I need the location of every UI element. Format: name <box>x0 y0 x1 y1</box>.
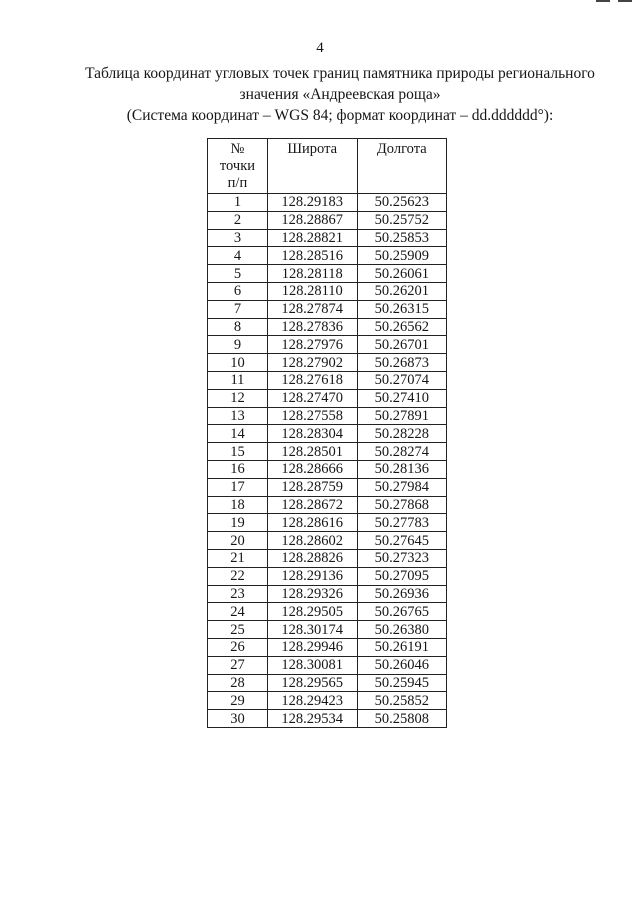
point-number-cell: 11 <box>208 371 268 389</box>
latitude-cell: 128.28110 <box>267 282 357 300</box>
point-number-cell: 25 <box>208 621 268 639</box>
table-row <box>208 389 447 407</box>
scan-mark <box>596 0 610 2</box>
longitude-cell: 50.25909 <box>357 247 446 265</box>
longitude-cell: 50.27323 <box>357 549 446 567</box>
point-number-cell: 10 <box>208 354 268 372</box>
longitude-cell: 50.25852 <box>357 692 446 710</box>
table-row <box>208 549 447 567</box>
latitude-cell: 128.27874 <box>267 300 357 318</box>
table-row <box>208 674 447 692</box>
latitude-cell: 128.29534 <box>267 710 357 728</box>
point-number-cell: 27 <box>208 656 268 674</box>
title-line: Таблица координат угловых точек границ памятника природы регионального <box>85 65 595 82</box>
table-row <box>208 692 447 710</box>
longitude-cell: 50.25853 <box>357 229 446 247</box>
table-row <box>208 460 447 478</box>
longitude-cell: 50.26315 <box>357 300 446 318</box>
longitude-cell: 50.26061 <box>357 265 446 283</box>
table-row <box>208 354 447 372</box>
longitude-cell: 50.28228 <box>357 425 446 443</box>
point-number-cell: 12 <box>208 389 268 407</box>
table-row <box>208 229 447 247</box>
longitude-cell: 50.28136 <box>357 460 446 478</box>
document-title <box>40 63 640 126</box>
longitude-cell: 50.27984 <box>357 478 446 496</box>
header-point-word: точки <box>219 158 255 174</box>
table-row <box>208 532 447 550</box>
point-number-cell: 23 <box>208 585 268 603</box>
header-number-sign: № <box>230 141 245 157</box>
longitude-cell: 50.27074 <box>357 371 446 389</box>
table-row <box>208 336 447 354</box>
longitude-cell: 50.26380 <box>357 621 446 639</box>
point-number-cell: 28 <box>208 674 268 692</box>
latitude-cell: 128.28821 <box>267 229 357 247</box>
longitude-cell: 50.27891 <box>357 407 446 425</box>
longitude-cell: 50.26936 <box>357 585 446 603</box>
latitude-cell: 128.28867 <box>267 211 357 229</box>
table-row <box>208 443 447 461</box>
latitude-cell: 128.27902 <box>267 354 357 372</box>
latitude-cell: 128.29136 <box>267 567 357 585</box>
table-row <box>208 567 447 585</box>
longitude-cell: 50.27645 <box>357 532 446 550</box>
longitude-cell: 50.25945 <box>357 674 446 692</box>
point-number-cell: 26 <box>208 638 268 656</box>
longitude-cell: 50.25808 <box>357 710 446 728</box>
latitude-cell: 128.29565 <box>267 674 357 692</box>
table-row <box>208 282 447 300</box>
longitude-cell: 50.26562 <box>357 318 446 336</box>
point-number-cell: 7 <box>208 300 268 318</box>
table-row <box>208 656 447 674</box>
latitude-cell: 128.27836 <box>267 318 357 336</box>
table-row <box>208 585 447 603</box>
scan-mark <box>618 0 632 2</box>
header-latitude: Широта <box>267 139 357 194</box>
latitude-cell: 128.28501 <box>267 443 357 461</box>
point-number-cell: 18 <box>208 496 268 514</box>
longitude-cell: 50.26765 <box>357 603 446 621</box>
table-row <box>208 621 447 639</box>
longitude-cell: 50.28274 <box>357 443 446 461</box>
latitude-cell: 128.28616 <box>267 514 357 532</box>
latitude-cell: 128.30081 <box>267 656 357 674</box>
latitude-cell: 128.28602 <box>267 532 357 550</box>
point-number-cell: 16 <box>208 460 268 478</box>
latitude-cell: 128.28666 <box>267 460 357 478</box>
point-number-cell: 14 <box>208 425 268 443</box>
point-number-cell: 4 <box>208 247 268 265</box>
table-row <box>208 638 447 656</box>
header-longitude: Долгота <box>357 139 446 194</box>
table-row <box>208 194 447 212</box>
latitude-cell: 128.28516 <box>267 247 357 265</box>
latitude-cell: 128.27470 <box>267 389 357 407</box>
point-number-cell: 17 <box>208 478 268 496</box>
latitude-cell: 128.29183 <box>267 194 357 212</box>
table-row <box>208 318 447 336</box>
longitude-cell: 50.27868 <box>357 496 446 514</box>
latitude-cell: 128.29423 <box>267 692 357 710</box>
point-number-cell: 5 <box>208 265 268 283</box>
point-number-cell: 22 <box>208 567 268 585</box>
point-number-cell: 21 <box>208 549 268 567</box>
table-row <box>208 496 447 514</box>
point-number-cell: 9 <box>208 336 268 354</box>
point-number-cell: 20 <box>208 532 268 550</box>
latitude-cell: 128.28826 <box>267 549 357 567</box>
longitude-cell: 50.26701 <box>357 336 446 354</box>
latitude-cell: 128.29326 <box>267 585 357 603</box>
longitude-cell: 50.27095 <box>357 567 446 585</box>
table-row <box>208 300 447 318</box>
latitude-cell: 128.29946 <box>267 638 357 656</box>
table-row <box>208 371 447 389</box>
point-number-cell: 3 <box>208 229 268 247</box>
latitude-cell: 128.27976 <box>267 336 357 354</box>
latitude-cell: 128.28672 <box>267 496 357 514</box>
longitude-cell: 50.26873 <box>357 354 446 372</box>
point-number-cell: 1 <box>208 194 268 212</box>
longitude-cell: 50.26191 <box>357 638 446 656</box>
latitude-cell: 128.28118 <box>267 265 357 283</box>
point-number-cell: 2 <box>208 211 268 229</box>
point-number-cell: 13 <box>208 407 268 425</box>
title-line: значения «Андреевская роща» <box>239 86 441 103</box>
point-number-cell: 30 <box>208 710 268 728</box>
table-row <box>208 710 447 728</box>
point-number-cell: 6 <box>208 282 268 300</box>
longitude-cell: 50.27783 <box>357 514 446 532</box>
latitude-cell: 128.29505 <box>267 603 357 621</box>
title-line: (Система координат – WGS 84; формат координат – dd.dddddd°): <box>126 107 554 124</box>
latitude-cell: 128.28304 <box>267 425 357 443</box>
table-row <box>208 425 447 443</box>
longitude-cell: 50.26046 <box>357 656 446 674</box>
page-number: 4 <box>316 40 324 56</box>
coordinates-table <box>207 138 447 728</box>
table-row <box>208 478 447 496</box>
point-number-cell: 24 <box>208 603 268 621</box>
point-number-cell: 15 <box>208 443 268 461</box>
point-number-cell: 8 <box>208 318 268 336</box>
table-row <box>208 514 447 532</box>
table-row <box>208 407 447 425</box>
longitude-cell: 50.27410 <box>357 389 446 407</box>
longitude-cell: 50.26201 <box>357 282 446 300</box>
table-row <box>208 603 447 621</box>
header-point-number <box>208 139 268 194</box>
longitude-cell: 50.25752 <box>357 211 446 229</box>
latitude-cell: 128.30174 <box>267 621 357 639</box>
table-header-row <box>208 139 447 194</box>
point-number-cell: 19 <box>208 514 268 532</box>
latitude-cell: 128.27558 <box>267 407 357 425</box>
table-row <box>208 211 447 229</box>
longitude-cell: 50.25623 <box>357 194 446 212</box>
table-row <box>208 247 447 265</box>
latitude-cell: 128.27618 <box>267 371 357 389</box>
latitude-cell: 128.28759 <box>267 478 357 496</box>
header-order-abbrev: п/п <box>227 175 248 191</box>
point-number-cell: 29 <box>208 692 268 710</box>
table-row <box>208 265 447 283</box>
